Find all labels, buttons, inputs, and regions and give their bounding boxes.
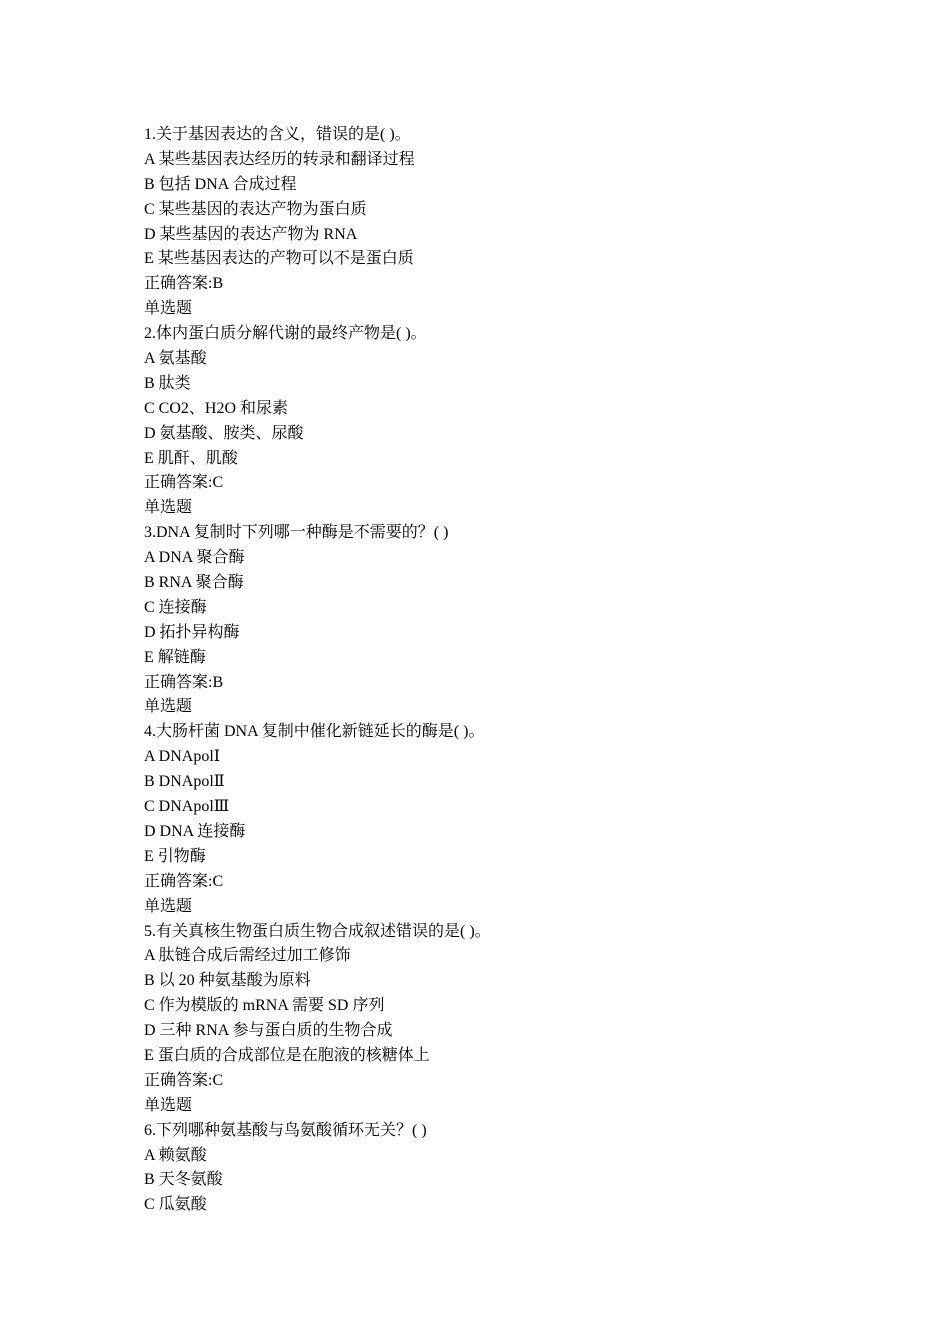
question-stem: 4.大肠杆菌 DNA 复制中催化新链延长的酶是( )。 bbox=[144, 723, 485, 741]
question-stem: 2.体内蛋白质分解代谢的最终产物是( )。 bbox=[144, 325, 427, 343]
option-a: A 氨基酸 bbox=[144, 350, 207, 368]
option-c: C 瓜氨酸 bbox=[144, 1196, 207, 1214]
option-a: A 某些基因表达经历的转录和翻译过程 bbox=[144, 150, 415, 168]
option-d: D 拓扑异构酶 bbox=[144, 623, 240, 641]
question-stem: 5.有关真核生物蛋白质生物合成叙述错误的是( )。 bbox=[144, 922, 491, 940]
option-d: D 三种 RNA 参与蛋白质的生物合成 bbox=[144, 1022, 393, 1040]
option-c: C CO2、H2O 和尿素 bbox=[144, 399, 289, 417]
option-e: E 肌酐、肌酸 bbox=[144, 449, 238, 467]
option-a: A DNA 聚合酶 bbox=[144, 549, 245, 567]
option-b: B RNA 聚合酶 bbox=[144, 574, 244, 592]
correct-answer: 正确答案:C bbox=[144, 1071, 224, 1089]
option-c: C 某些基因的表达产物为蛋白质 bbox=[144, 200, 367, 218]
question-type: 单选题 bbox=[144, 499, 193, 517]
question-type: 单选题 bbox=[144, 1096, 193, 1114]
question-type: 单选题 bbox=[144, 698, 193, 716]
question-list bbox=[144, 123, 824, 1218]
option-b: B 以 20 种氨基酸为原料 bbox=[144, 972, 311, 990]
option-b: B 天冬氨酸 bbox=[144, 1171, 223, 1189]
option-a: A 肽链合成后需经过加工修饰 bbox=[144, 947, 351, 965]
option-e: E 解链酶 bbox=[144, 648, 206, 666]
option-e: E 引物酶 bbox=[144, 847, 206, 865]
option-b: B 肽类 bbox=[144, 374, 191, 392]
question-stem: 3.DNA 复制时下列哪一种酶是不需要的？( ) bbox=[144, 524, 449, 542]
correct-answer: 正确答案:B bbox=[144, 673, 224, 691]
option-c: C 连接酶 bbox=[144, 598, 207, 616]
correct-answer: 正确答案:C bbox=[144, 872, 224, 890]
option-d: D DNA 连接酶 bbox=[144, 822, 246, 840]
option-a: A 赖氨酸 bbox=[144, 1146, 207, 1164]
option-e: E 某些基因表达的产物可以不是蛋白质 bbox=[144, 250, 414, 268]
question-type: 单选题 bbox=[144, 897, 193, 915]
option-b: B DNApolⅡ bbox=[144, 773, 225, 791]
correct-answer: 正确答案:B bbox=[144, 275, 224, 293]
correct-answer: 正确答案:C bbox=[144, 474, 224, 492]
option-b: B 包括 DNA 合成过程 bbox=[144, 175, 297, 193]
option-c: C 作为模版的 mRNA 需要 SD 序列 bbox=[144, 997, 385, 1015]
option-a: A DNApolⅠ bbox=[144, 748, 221, 766]
option-e: E 蛋白质的合成部位是在胞液的核糖体上 bbox=[144, 1046, 430, 1064]
option-c: C DNApolⅢ bbox=[144, 798, 230, 816]
question-stem: 1.关于基因表达的含义，错误的是( )。 bbox=[144, 126, 411, 143]
question-type: 单选题 bbox=[144, 300, 193, 318]
option-d: D 氨基酸、胺类、尿酸 bbox=[144, 424, 304, 442]
question-stem: 6.下列哪种氨基酸与鸟氨酸循环无关？( ) bbox=[144, 1121, 427, 1139]
option-d: D 某些基因的表达产物为 RNA bbox=[144, 225, 358, 243]
